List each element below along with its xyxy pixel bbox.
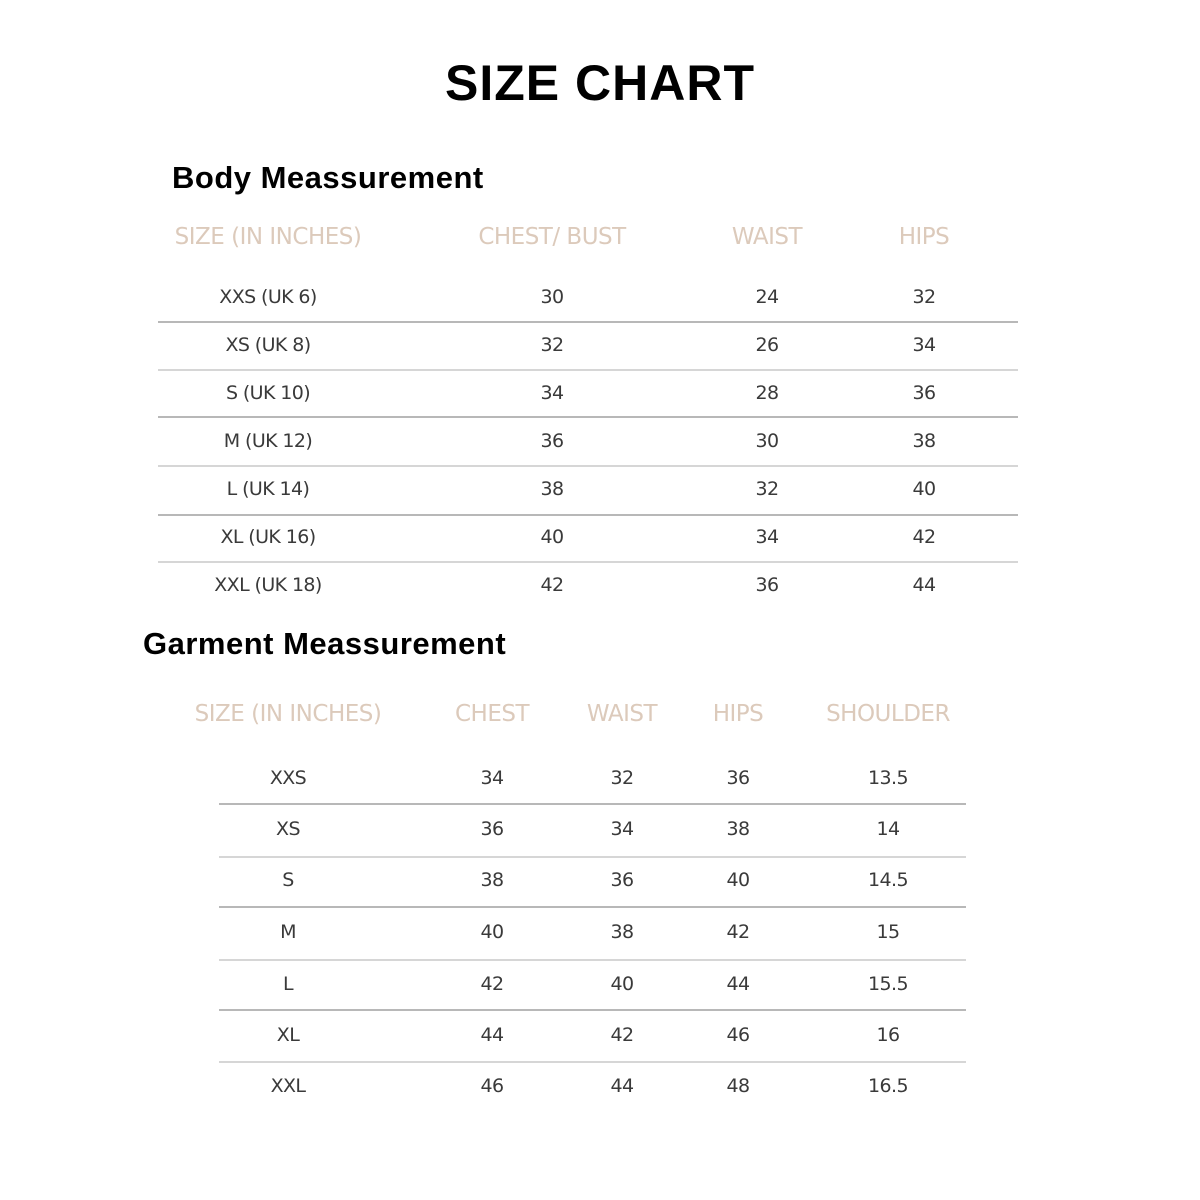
row-divider <box>158 561 1018 563</box>
size-label: XXL (UK 18) <box>214 574 322 596</box>
row-divider <box>158 514 1018 516</box>
measurement-value: 32 <box>755 478 779 500</box>
measurement-value: 38 <box>610 921 634 943</box>
column-header: HIPS <box>712 701 764 727</box>
measurement-value: 34 <box>912 334 936 356</box>
column-header: WAIST <box>731 224 803 250</box>
size-label: M (UK 12) <box>223 430 313 452</box>
measurement-value: 30 <box>755 430 779 452</box>
measurement-value: 16 <box>876 1024 900 1046</box>
column-header: WAIST <box>586 701 658 727</box>
measurement-value: 30 <box>540 286 564 308</box>
measurement-value: 36 <box>726 767 750 789</box>
size-label: M <box>280 921 296 943</box>
measurement-value: 44 <box>726 973 750 995</box>
column-header: SIZE (IN INCHES) <box>194 701 382 727</box>
measurement-value: 14.5 <box>868 869 908 891</box>
measurement-value: 46 <box>480 1075 504 1097</box>
measurement-value: 32 <box>540 334 564 356</box>
measurement-value: 36 <box>755 574 779 596</box>
size-label: L <box>283 973 293 995</box>
column-header: SHOULDER <box>826 701 950 727</box>
measurement-value: 32 <box>610 767 634 789</box>
measurement-value: 44 <box>480 1024 504 1046</box>
measurement-value: 42 <box>540 574 564 596</box>
measurement-value: 42 <box>726 921 750 943</box>
measurement-value: 16.5 <box>868 1075 908 1097</box>
measurement-value: 42 <box>912 526 936 548</box>
garment-measurement-title: Garment Meassurement <box>143 626 507 661</box>
column-header: CHEST/ BUST <box>478 224 626 250</box>
measurement-value: 40 <box>540 526 564 548</box>
measurement-value: 48 <box>726 1075 750 1097</box>
row-divider <box>219 1061 966 1063</box>
measurement-value: 38 <box>912 430 936 452</box>
measurement-value: 36 <box>610 869 634 891</box>
measurement-value: 44 <box>912 574 936 596</box>
measurement-value: 46 <box>726 1024 750 1046</box>
measurement-value: 38 <box>540 478 564 500</box>
row-divider <box>158 369 1018 371</box>
size-label: XL (UK 16) <box>220 526 316 548</box>
column-header: SIZE (IN INCHES) <box>174 224 362 250</box>
measurement-value: 42 <box>610 1024 634 1046</box>
column-header: HIPS <box>898 224 950 250</box>
row-divider <box>219 959 966 961</box>
measurement-value: 40 <box>480 921 504 943</box>
row-divider <box>219 856 966 858</box>
measurement-value: 40 <box>912 478 936 500</box>
measurement-value: 40 <box>610 973 634 995</box>
measurement-value: 44 <box>610 1075 634 1097</box>
measurement-value: 13.5 <box>868 767 908 789</box>
measurement-value: 38 <box>480 869 504 891</box>
measurement-value: 28 <box>755 382 779 404</box>
measurement-value: 34 <box>540 382 564 404</box>
measurement-value: 34 <box>610 818 634 840</box>
size-label: XXS <box>269 767 307 789</box>
size-label: XXL <box>270 1075 306 1097</box>
measurement-value: 40 <box>726 869 750 891</box>
measurement-value: 42 <box>480 973 504 995</box>
row-divider <box>219 906 966 908</box>
measurement-value: 24 <box>755 286 779 308</box>
size-label: S <box>282 869 294 891</box>
size-label: L (UK 14) <box>226 478 310 500</box>
measurement-value: 36 <box>540 430 564 452</box>
row-divider <box>158 321 1018 323</box>
measurement-value: 34 <box>755 526 779 548</box>
measurement-value: 38 <box>726 818 750 840</box>
size-label: XL <box>276 1024 300 1046</box>
measurement-value: 26 <box>755 334 779 356</box>
row-divider <box>219 1009 966 1011</box>
measurement-value: 34 <box>480 767 504 789</box>
measurement-value: 32 <box>912 286 936 308</box>
size-label: XS <box>276 818 300 840</box>
measurement-value: 36 <box>480 818 504 840</box>
size-label: XXS (UK 6) <box>219 286 317 308</box>
measurement-value: 36 <box>912 382 936 404</box>
measurement-value: 15 <box>876 921 900 943</box>
column-header: CHEST <box>454 701 530 727</box>
body-measurement-title: Body Meassurement <box>172 160 484 195</box>
row-divider <box>219 803 966 805</box>
row-divider <box>158 416 1018 418</box>
measurement-value: 15.5 <box>868 973 908 995</box>
measurement-value: 14 <box>876 818 900 840</box>
size-label: XS (UK 8) <box>225 334 311 356</box>
page-title: SIZE CHART <box>445 55 755 111</box>
size-label: S (UK 10) <box>225 382 311 404</box>
row-divider <box>158 465 1018 467</box>
